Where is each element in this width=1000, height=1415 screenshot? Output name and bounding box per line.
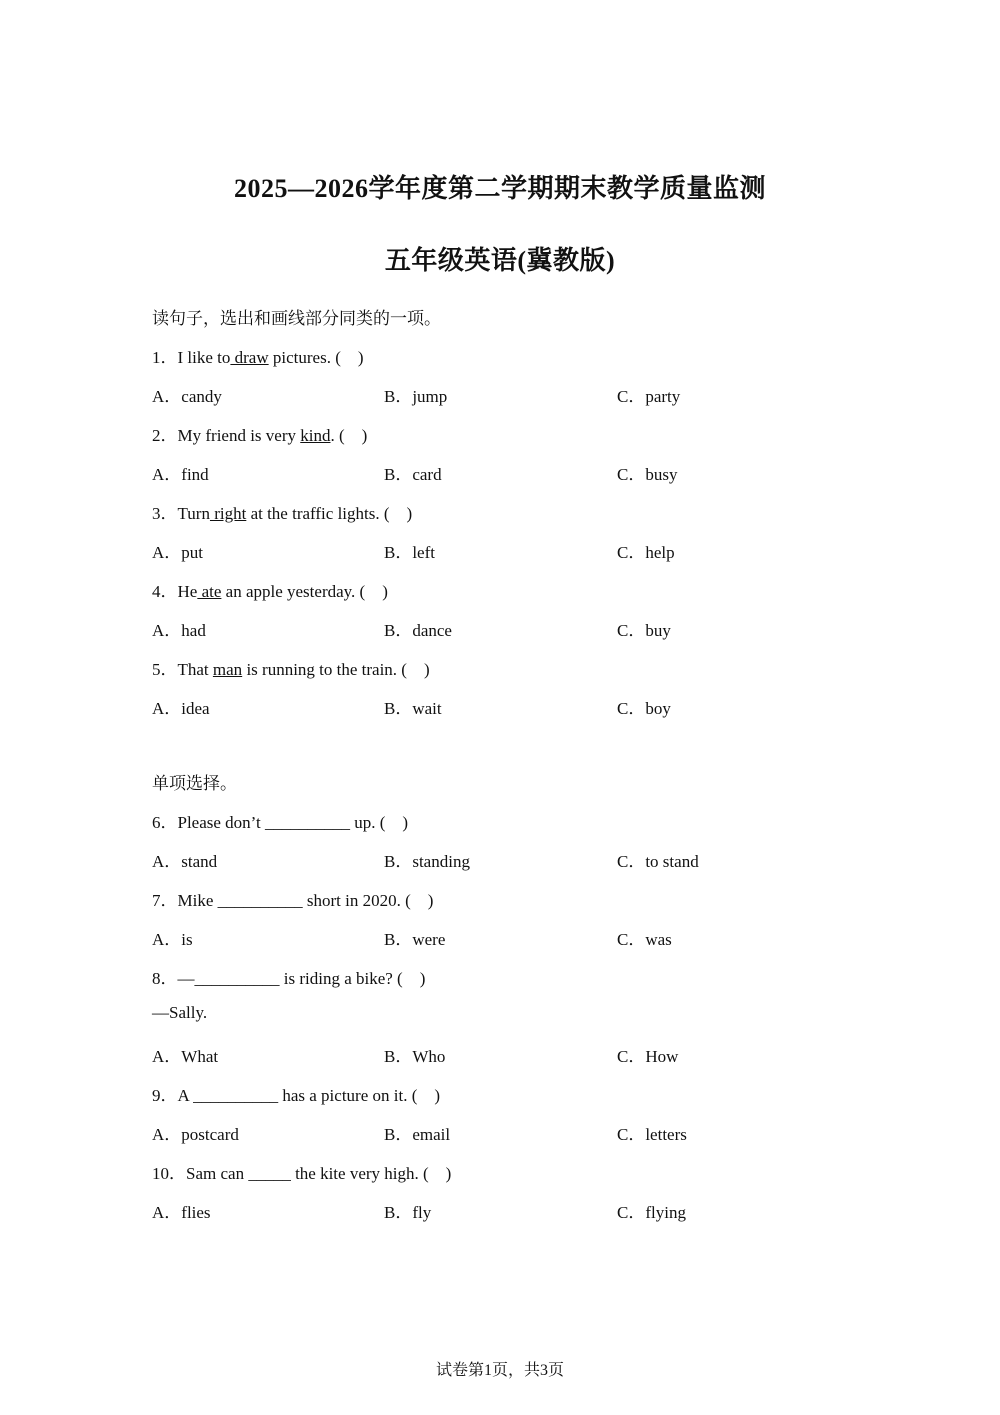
exam-title: 2025—2026学年度第二学期期末教学质量监测 xyxy=(233,174,766,203)
q6-option-a: A．stand xyxy=(152,852,218,871)
q2-option-a: A．find xyxy=(152,465,209,484)
q8-option-c: C．How xyxy=(617,1047,679,1066)
q5-option-a: A．idea xyxy=(152,699,210,718)
question-8: 8．—__________ is riding a bike? ( ) xyxy=(152,969,426,988)
question-text: 3．Turn xyxy=(152,504,210,523)
q10-option-b: B．fly xyxy=(384,1203,432,1222)
underlined-word: draw xyxy=(230,348,269,367)
q9-option-b: B．email xyxy=(384,1125,451,1144)
question-text: 2．My friend is very xyxy=(152,426,301,445)
question-7: 7．Mike __________ short in 2020. ( ) xyxy=(152,891,434,910)
q5-option-b: B．wait xyxy=(384,699,442,718)
q4-option-b: B．dance xyxy=(384,621,452,640)
q10-option-a: A．flies xyxy=(152,1203,211,1222)
question-text: 4．He xyxy=(152,582,198,601)
underlined-word: man xyxy=(212,660,243,679)
q3-option-c: C．help xyxy=(617,543,675,562)
question-text: an apple yesterday. ( ) xyxy=(221,582,388,601)
q5-option-c: C．boy xyxy=(617,699,671,718)
question-6: 6．Please don’t __________ up. ( ) xyxy=(152,813,409,832)
question-text: pictures. ( ) xyxy=(268,348,364,367)
q4-option-c: C．buy xyxy=(617,621,671,640)
question-text: at the traffic lights. ( ) xyxy=(246,504,413,523)
question-4 xyxy=(152,577,388,602)
q7-option-b: B．were xyxy=(384,930,446,949)
section-heading-1: 读句子，选出和画线部分同类的一项。 xyxy=(152,309,441,329)
question-text: 5．That xyxy=(152,660,213,679)
section-heading-2: 单项选择。 xyxy=(152,774,237,794)
question-8-answer-line: —Sally. xyxy=(152,1003,208,1022)
exam-subtitle: 五年级英语(冀教版) xyxy=(384,246,616,275)
q6-option-c: C．to stand xyxy=(617,852,699,871)
q9-option-a: A．postcard xyxy=(152,1125,239,1144)
q1-option-a: A．candy xyxy=(152,387,222,406)
q6-option-b: B．standing xyxy=(384,852,470,871)
q2-option-b: B．card xyxy=(384,465,442,484)
question-text: 1．I like to xyxy=(152,348,231,367)
question-3 xyxy=(152,499,412,524)
q10-option-c: C．flying xyxy=(617,1203,686,1222)
q2-option-c: C．busy xyxy=(617,465,678,484)
q1-option-c: C．party xyxy=(617,387,681,406)
question-1 xyxy=(152,343,364,368)
q3-option-a: A．put xyxy=(152,543,203,562)
question-text: . ( ) xyxy=(330,426,368,445)
question-2 xyxy=(152,421,367,446)
underlined-word: right xyxy=(209,504,247,523)
question-text: is running to the train. ( ) xyxy=(242,660,430,679)
underlined-word: kind xyxy=(300,426,331,445)
q8-option-b: B．Who xyxy=(384,1047,446,1066)
page-footer: 试卷第1页，共3页 xyxy=(435,1362,564,1379)
question-10: 10．Sam can _____ the kite very high. ( ) xyxy=(152,1164,452,1183)
q1-option-b: B．jump xyxy=(384,387,448,406)
q4-option-a: A．had xyxy=(152,621,206,640)
q7-option-a: A．is xyxy=(152,930,193,949)
q7-option-c: C．was xyxy=(617,930,672,949)
q9-option-c: C．letters xyxy=(617,1125,687,1144)
underlined-word: ate xyxy=(197,582,222,601)
question-9: 9．A __________ has a picture on it. ( ) xyxy=(152,1086,441,1105)
question-5 xyxy=(152,655,430,680)
q8-option-a: A．What xyxy=(152,1047,219,1066)
q3-option-b: B．left xyxy=(384,543,435,562)
